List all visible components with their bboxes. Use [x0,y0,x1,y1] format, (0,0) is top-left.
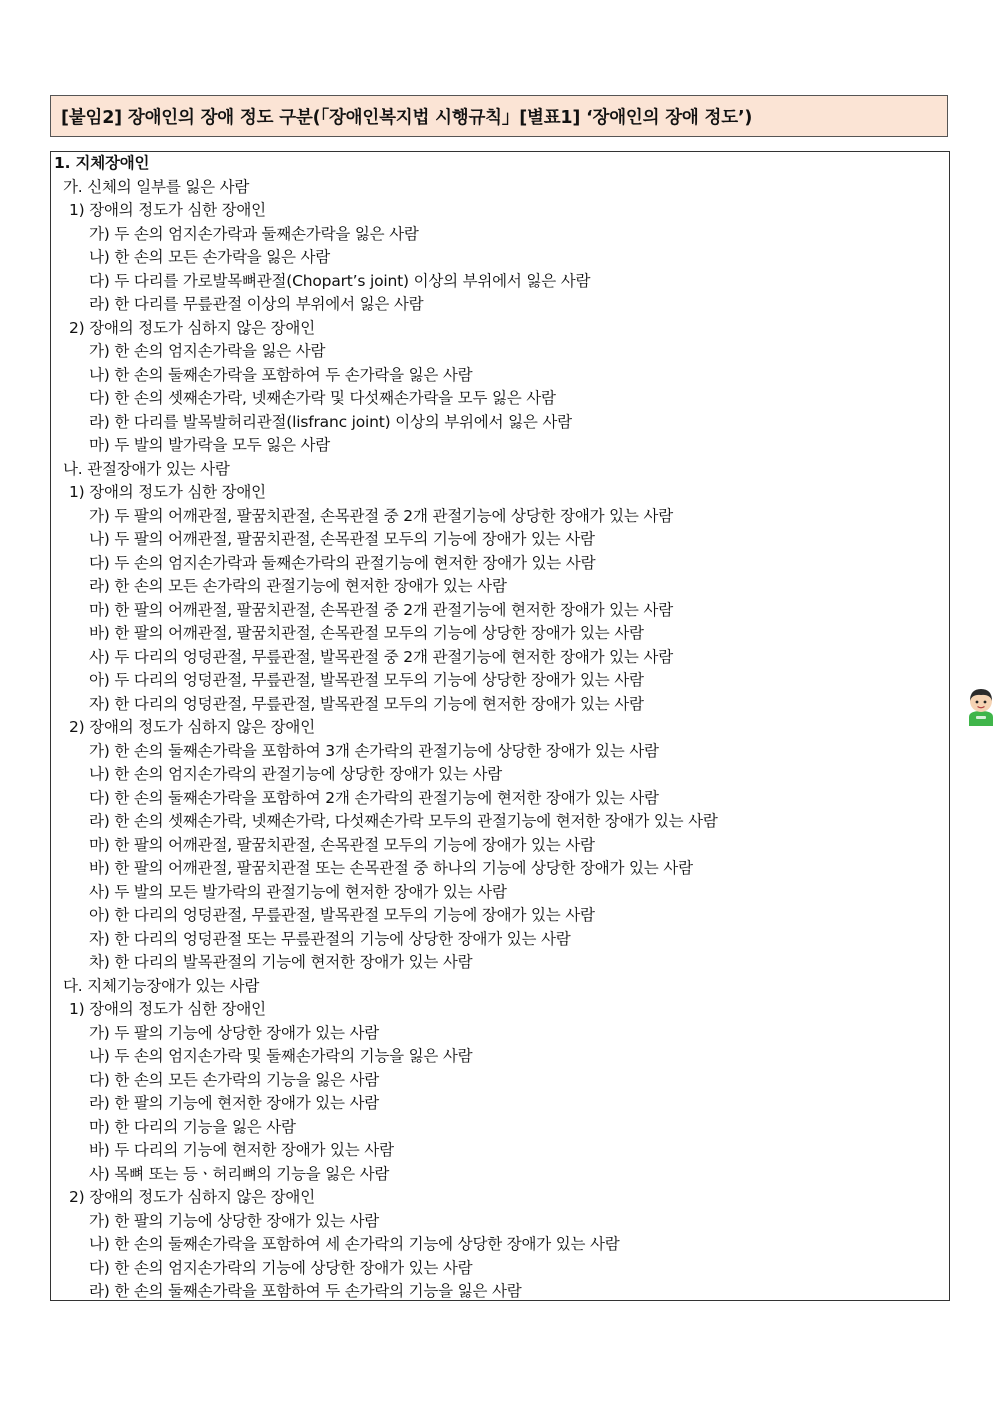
criteria-item: 라) 한 다리를 무릎관절 이상의 부위에서 잃은 사람 [89,295,424,313]
criteria-item: 가) 한 손의 둘째손가락을 포함하여 3개 손가락의 관절기능에 상당한 장애가 있는 사람 [89,741,659,760]
section-heading: 1. 지체장애인 [54,154,150,172]
criteria-item: 라) 한 손의 둘째손가락을 포함하여 두 손가락의 기능을 잃은 사람 [89,1282,522,1300]
criteria-item: 나) 두 손의 엄지손가락 및 둘째손가락의 기능을 잃은 사람 [89,1047,473,1065]
criteria-item: 차) 한 다리의 발목관절의 기능에 현저한 장애가 있는 사람 [89,953,473,971]
severity-heading: 2) 장애의 정도가 심하지 않은 장애인 [69,318,315,337]
criteria-item: 바) 한 팔의 어깨관절, 팔꿈치관절, 손목관절 모두의 기능에 상당한 장애가 있는 사람 [89,624,644,642]
criteria-item: 나) 한 손의 엄지손가락의 관절기능에 상당한 장애가 있는 사람 [89,765,502,783]
criteria-item: 다) 두 손의 엄지손가락과 둘째손가락의 관절기능에 현저한 장애가 있는 사람 [89,553,596,572]
criteria-item: 사) 두 다리의 엉덩관절, 무릎관절, 발목관절 중 2개 관절기능에 현저한 장애가 있는 사람 [89,647,673,666]
criteria-item: 다) 한 손의 엄지손가락의 기능에 상당한 장애가 있는 사람 [89,1258,473,1277]
criteria-item: 마) 두 발의 발가락을 모두 잃은 사람 [89,436,331,454]
mascot-icon [963,686,999,726]
criteria-item: 아) 한 다리의 엉덩관절, 무릎관절, 발목관절 모두의 기능에 장애가 있는 사람 [89,906,595,924]
criteria-item: 라) 한 손의 모든 손가락의 관절기능에 현저한 장애가 있는 사람 [89,577,507,595]
criteria-item: 가) 두 팔의 어깨관절, 팔꿈치관절, 손목관절 중 2개 관절기능에 상당한 장애가 있는 사람 [89,506,673,525]
criteria-item: 사) 목뼈 또는 등ㆍ허리뼈의 기능을 잃은 사람 [89,1164,390,1183]
criteria-item: 가) 한 손의 엄지손가락을 잃은 사람 [89,342,326,360]
criteria-item: 바) 두 다리의 기능에 현저한 장애가 있는 사람 [89,1141,394,1159]
severity-heading: 1) 장애의 정도가 심한 장애인 [69,1000,266,1018]
severity-heading: 2) 장애의 정도가 심하지 않은 장애인 [69,1188,315,1206]
criteria-item: 가) 두 손의 엄지손가락과 둘째손가락을 잃은 사람 [89,224,419,243]
criteria-item: 라) 한 팔의 기능에 현저한 장애가 있는 사람 [89,1094,380,1112]
criteria-item: 사) 두 발의 모든 발가락의 관절기능에 현저한 장애가 있는 사람 [89,882,507,901]
criteria-item: 마) 한 다리의 기능을 잃은 사람 [89,1117,296,1136]
criteria-item: 바) 한 팔의 어깨관절, 팔꿈치관절 또는 손목관절 중 하나의 기능에 상당한 장애가 있는 사람 [89,859,693,877]
criteria-item: 다) 두 다리를 가로발목뼈관절(Chopart’s joint) 이상의 부위에서 잃은 사람 [89,271,591,290]
criteria-item: 자) 한 다리의 엉덩관절 또는 무릎관절의 기능에 상당한 장애가 있는 사람 [89,929,571,948]
severity-heading: 1) 장애의 정도가 심한 장애인 [69,201,266,219]
criteria-item: 가) 두 팔의 기능에 상당한 장애가 있는 사람 [89,1023,380,1042]
criteria-item: 나) 한 손의 둘째손가락을 포함하여 두 손가락을 잃은 사람 [89,365,473,384]
severity-heading: 1) 장애의 정도가 심한 장애인 [69,483,266,501]
criteria-item: 나) 두 팔의 어깨관절, 팔꿈치관절, 손목관절 모두의 기능에 장애가 있는 사람 [89,530,595,548]
category-item: 나. 관절장애가 있는 사람 [63,459,230,478]
category-item: 다. 지체기능장애가 있는 사람 [63,976,260,995]
document-title: [붙임2] 장애인의 장애 정도 구분(「장애인복지법 시행규칙」[별표1] ‘장애인의 장애 정도’) [61,107,753,128]
criteria-item: 마) 한 팔의 어깨관절, 팔꿈치관절, 손목관절 중 2개 관절기능에 현저한 장애가 있는 사람 [89,600,673,619]
severity-heading: 2) 장애의 정도가 심하지 않은 장애인 [69,718,315,736]
criteria-item: 자) 한 다리의 엉덩관절, 무릎관절, 발목관절 모두의 기능에 현저한 장애가 있는 사람 [89,694,644,713]
criteria-item: 다) 한 손의 둘째손가락을 포함하여 2개 손가락의 관절기능에 현저한 장애가 있는 사람 [89,788,659,807]
criteria-item: 나) 한 손의 모든 손가락을 잃은 사람 [89,248,331,266]
document-title-box [50,95,948,137]
criteria-item: 라) 한 손의 셋째손가락, 넷째손가락, 다섯째손가락 모두의 관절기능에 현저한 장애가 있는 사람 [89,812,718,830]
criteria-item: 다) 한 손의 셋째손가락, 넷째손가락 및 다섯째손가락을 모두 잃은 사람 [89,389,556,407]
criteria-item: 아) 두 다리의 엉덩관절, 무릎관절, 발목관절 모두의 기능에 상당한 장애가 있는 사람 [89,671,644,689]
disability-criteria-list [50,151,950,1301]
criteria-item: 마) 한 팔의 어깨관절, 팔꿈치관절, 손목관절 모두의 기능에 장애가 있는 사람 [89,835,595,854]
criteria-item: 나) 한 손의 둘째손가락을 포함하여 세 손가락의 기능에 상당한 장애가 있는 사람 [89,1235,620,1253]
criteria-item: 가) 한 팔의 기능에 상당한 장애가 있는 사람 [89,1211,380,1230]
criteria-item: 라) 한 다리를 발목발허리관절(lisfranc joint) 이상의 부위에서 잃은 사람 [89,412,572,431]
category-item: 가. 신체의 일부를 잃은 사람 [63,177,250,196]
criteria-item: 다) 한 손의 모든 손가락의 기능을 잃은 사람 [89,1070,380,1089]
